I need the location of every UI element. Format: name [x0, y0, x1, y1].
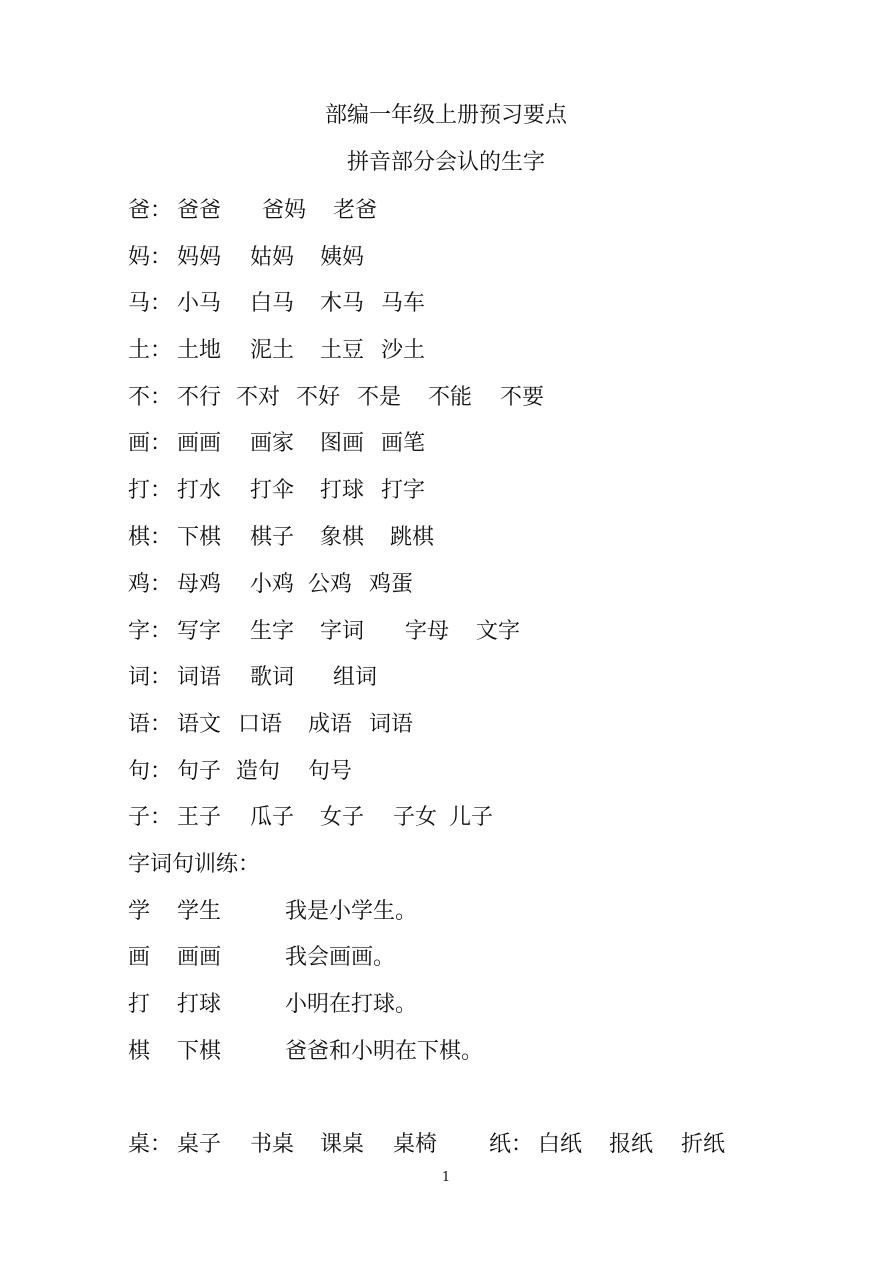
entry-word: 棋子 [250, 525, 295, 550]
entry-word: 下棋 [177, 525, 222, 550]
exercise-sentence: 爸爸和小明在下棋。 [285, 1039, 484, 1064]
entry-word: 泥土 [250, 338, 295, 363]
entry-word: 土豆 [320, 338, 365, 363]
entry-word: 不行 [177, 385, 222, 410]
entry-head-char: 句： [128, 759, 173, 784]
exercise-char: 画 [128, 945, 151, 970]
entry-word: 沙土 [381, 338, 426, 363]
entry-word: 象棋 [320, 525, 365, 550]
entry-word: 姑妈 [250, 245, 295, 270]
entry-word: 小鸡 [250, 572, 295, 597]
entry-word: 文字 [476, 619, 521, 644]
exercise-word: 下棋 [177, 1039, 222, 1064]
exercise-word: 画画 [177, 945, 222, 970]
entry-word: 母鸡 [177, 572, 222, 597]
entry-head-char: 语： [128, 712, 173, 737]
entry-word: 画画 [177, 431, 222, 456]
entry-word: 不是 [357, 385, 402, 410]
entry-word: 马车 [381, 291, 426, 316]
entry-word: 句子 [177, 759, 222, 784]
entry-word: 儿子 [449, 805, 494, 830]
entry-word: 字词 [320, 619, 365, 644]
entry-word: 女子 [320, 805, 365, 830]
entry-word: 组词 [333, 665, 378, 690]
entry-word: 跳棋 [390, 525, 435, 550]
exercise-word: 打球 [177, 992, 222, 1017]
entry-word: 桌椅 [393, 1132, 438, 1157]
entry-word: 图画 [320, 431, 365, 456]
entry-word: 词语 [369, 712, 414, 737]
entry-word: 报纸 [609, 1132, 654, 1157]
entry-word: 爸爸 [177, 198, 222, 223]
entry-word: 书桌 [250, 1132, 295, 1157]
entry-word: 课桌 [320, 1132, 365, 1157]
entry-head-char: 土： [128, 338, 173, 363]
entry-word: 小马 [177, 291, 222, 316]
exercise-sentence: 我是小学生。 [285, 899, 418, 924]
entry-head-char: 纸： [489, 1132, 534, 1157]
entry-word: 成语 [308, 712, 353, 737]
entry-word: 歌词 [250, 665, 295, 690]
entry-head-char: 马： [128, 291, 173, 316]
entry-word: 子女 [393, 805, 438, 830]
entry-word: 口语 [238, 712, 283, 737]
exercise-heading: 字词句训练： [128, 852, 261, 877]
entry-word: 木马 [320, 291, 365, 316]
entry-word: 打字 [381, 478, 426, 503]
entry-head-char: 字： [128, 619, 173, 644]
entry-head-char: 词： [128, 665, 173, 690]
entry-head-char: 桌： [128, 1132, 173, 1157]
entry-word: 生字 [250, 619, 295, 644]
entry-word: 词语 [177, 665, 222, 690]
entry-word: 不要 [500, 385, 545, 410]
entry-head-char: 打： [128, 478, 173, 503]
entry-word: 画笔 [381, 431, 426, 456]
entry-word: 老爸 [333, 198, 378, 223]
entry-word: 白马 [250, 291, 295, 316]
entry-word: 字母 [405, 619, 450, 644]
entry-word: 爸妈 [262, 198, 307, 223]
entry-word: 白纸 [538, 1132, 583, 1157]
entry-word: 妈妈 [177, 245, 222, 270]
exercise-word: 学生 [177, 899, 222, 924]
exercise-char: 打 [128, 992, 151, 1017]
entry-word: 折纸 [681, 1132, 726, 1157]
exercise-char: 学 [128, 899, 151, 924]
entry-word: 桌子 [177, 1132, 222, 1157]
entry-word: 写字 [177, 619, 222, 644]
exercise-sentence: 小明在打球。 [285, 992, 418, 1017]
entry-word: 造句 [236, 759, 281, 784]
entry-word: 瓜子 [250, 805, 295, 830]
exercise-char: 棋 [128, 1039, 151, 1064]
entry-word: 姨妈 [320, 245, 365, 270]
entry-word: 公鸡 [308, 572, 353, 597]
entry-head-char: 子： [128, 805, 173, 830]
page-number: 1 [441, 1170, 451, 1185]
entry-word: 打水 [177, 478, 222, 503]
entry-word: 打球 [320, 478, 365, 503]
entry-head-char: 画： [128, 431, 173, 456]
entry-word: 土地 [177, 338, 222, 363]
entry-word: 打伞 [250, 478, 295, 503]
page-title: 部编一年级上册预习要点 [324, 103, 567, 128]
entry-word: 语文 [177, 712, 222, 737]
entry-word: 句号 [308, 759, 353, 784]
entry-head-char: 鸡： [128, 572, 173, 597]
entry-word: 王子 [177, 805, 222, 830]
entry-word: 不能 [428, 385, 473, 410]
exercise-sentence: 我会画画。 [285, 945, 396, 970]
page-subtitle: 拼音部分会认的生字 [346, 150, 545, 175]
entry-head-char: 爸： [128, 198, 173, 223]
entry-word: 画家 [250, 431, 295, 456]
entry-head-char: 不： [128, 385, 173, 410]
entry-head-char: 妈： [128, 245, 173, 270]
entry-word: 不对 [236, 385, 281, 410]
entry-head-char: 棋： [128, 525, 173, 550]
entry-word: 鸡蛋 [369, 572, 414, 597]
entry-word: 不好 [296, 385, 341, 410]
